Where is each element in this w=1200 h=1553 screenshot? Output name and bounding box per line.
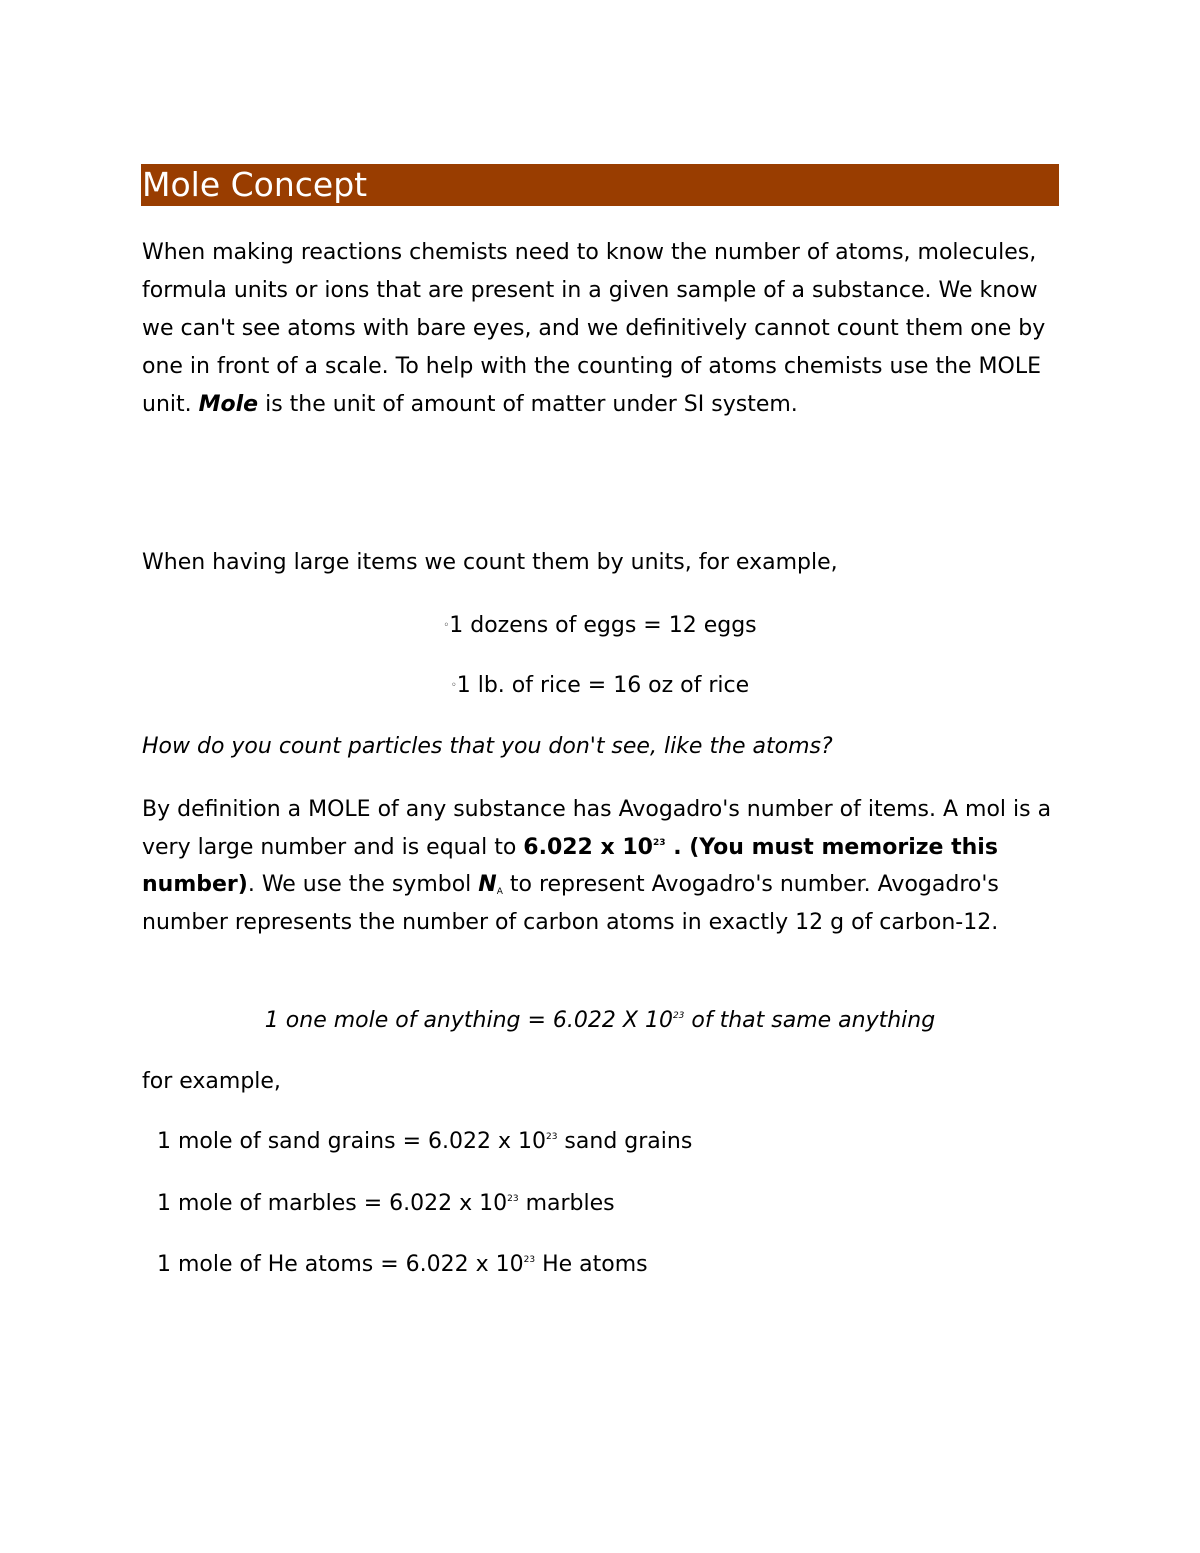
example-marbles: [157, 1189, 615, 1219]
definition-part-1: By definition a MOLE of any substance has Avogadro's number of items. A mol is a very large number and is equal to: [142, 797, 1052, 860]
definition-part-2: . We use the symbol: [247, 872, 479, 897]
example-he-after: He atoms: [535, 1252, 648, 1277]
examples-intro: for example,: [142, 1069, 281, 1094]
page-title: Mole Concept: [142, 165, 368, 204]
example-sand-before: 1 mole of sand grains = 6.022 x 10: [157, 1129, 546, 1154]
intro-text-after: is the unit of amount of matter under SI system.: [258, 392, 798, 417]
unit-example-1: [0, 611, 1200, 641]
question: [142, 732, 833, 762]
memorize-note: . (You must memorize this number): [142, 834, 998, 897]
unit-example-2: [0, 671, 1200, 701]
avogadro-symbol-subscript: A: [496, 887, 503, 897]
example-marbles-before: 1 mole of marbles = 6.022 x 10: [157, 1191, 508, 1216]
intro-paragraph: [142, 234, 1072, 424]
unit-example-2-text: 1 lb. of rice = 16 oz of rice: [456, 673, 750, 698]
mole-rule-before: 1 one mole of anything = 6.022 X 10: [264, 1008, 673, 1033]
mole-rule-exponent: 23: [672, 1011, 685, 1021]
example-he-atoms: [157, 1250, 648, 1280]
bullet-icon: ◦: [450, 680, 457, 691]
example-sand-after: sand grains: [557, 1129, 693, 1154]
example-marbles-after: marbles: [518, 1191, 615, 1216]
mole-term: Mole: [198, 392, 259, 417]
example-he-exponent: 23: [523, 1255, 536, 1265]
units-intro: When having large items we count them by units, for example,: [142, 550, 838, 575]
example-sand: [157, 1127, 692, 1157]
unit-example-1-text: 1 dozens of eggs = 12 eggs: [449, 613, 757, 638]
example-sand-exponent: 23: [545, 1132, 558, 1142]
example-marbles-exponent: 23: [507, 1194, 519, 1204]
avogadro-exponent: 23: [653, 837, 666, 848]
question-text: How do you count particles that you don't see, like the atoms?: [142, 734, 833, 759]
bullet-icon: ◦: [443, 620, 450, 631]
definition-part-3: to represent Avogadro's number. Avogadro's number represents the number of carbon atoms in exactly 12 g of carbon-12.: [142, 872, 999, 935]
mole-rule-after: of that same anything: [684, 1008, 936, 1033]
avogadro-number: 6.022 x 10: [523, 834, 653, 860]
definition-paragraph: [142, 791, 1072, 941]
avogadro-symbol: N: [478, 872, 497, 897]
intro-text-before: When making reactions chemists need to know the number of atoms, molecules, formula units or ions that are present in a given sample of a substance. We know we can't see atoms with bare eyes, and we definitively cannot count them one by one in front of a scale. To help with the counting of atoms chemists use the MOLE unit.: [142, 240, 1046, 417]
example-he-before: 1 mole of He atoms = 6.022 x 10: [157, 1252, 524, 1277]
mole-rule: [0, 1006, 1200, 1036]
